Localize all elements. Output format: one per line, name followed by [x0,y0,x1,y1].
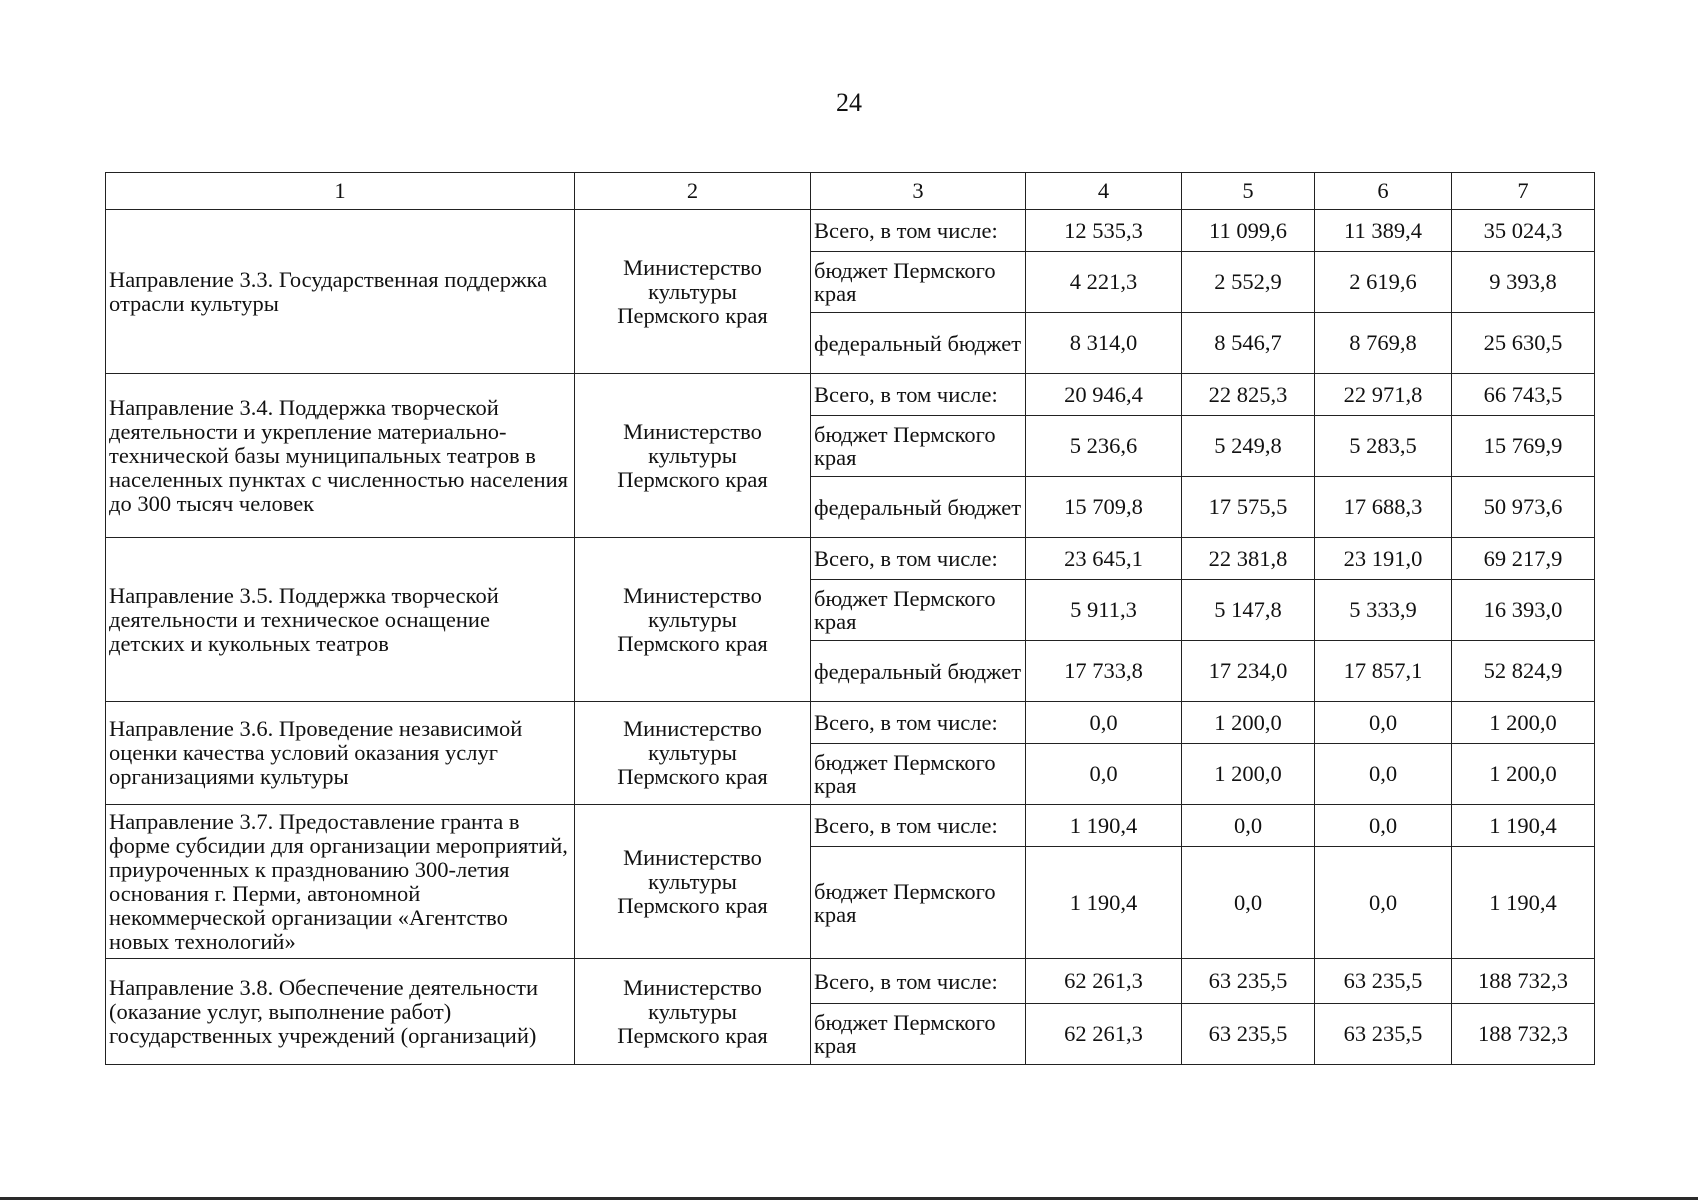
value-cell: 2 619,6 [1315,252,1452,313]
funding-source-cell: бюджет Пермского края [811,847,1026,959]
column-header: 7 [1452,173,1595,210]
value-cell: 23 191,0 [1315,538,1452,580]
organization-line: культуры [648,998,737,1024]
value-cell: 20 946,4 [1026,374,1182,416]
value-cell: 5 147,8 [1182,580,1315,641]
direction-cell: Направление 3.3. Государственная поддержка отрасли культуры [106,210,575,374]
value-cell: 5 911,3 [1026,580,1182,641]
funding-source-cell: Всего, в том числе: [811,374,1026,416]
value-cell: 188 732,3 [1452,959,1595,1004]
value-cell: 35 024,3 [1452,210,1595,252]
value-cell: 17 688,3 [1315,477,1452,538]
value-cell: 5 249,8 [1182,416,1315,477]
value-cell: 22 381,8 [1182,538,1315,580]
value-cell: 63 235,5 [1315,959,1452,1004]
value-cell: 5 236,6 [1026,416,1182,477]
column-header: 2 [575,173,811,210]
value-cell: 4 221,3 [1026,252,1182,313]
value-cell: 0,0 [1026,744,1182,805]
value-cell: 22 825,3 [1182,374,1315,416]
organization-cell [575,702,811,805]
value-cell: 188 732,3 [1452,1004,1595,1065]
funding-source-cell: бюджет Пермского края [811,744,1026,805]
funding-source-cell: бюджет Пермского края [811,252,1026,313]
organization-line: культуры [648,868,737,894]
organization-line: Пермского края [617,466,768,492]
organization-line: Пермского края [617,630,768,656]
value-cell: 0,0 [1026,702,1182,744]
value-cell: 0,0 [1182,805,1315,847]
header-row [106,173,1595,210]
table-row [106,702,1595,744]
organization-line: культуры [648,740,737,765]
funding-source-cell: федеральный бюджет [811,313,1026,374]
value-cell: 11 099,6 [1182,210,1315,252]
value-cell: 16 393,0 [1452,580,1595,641]
value-cell: 63 235,5 [1182,1004,1315,1065]
value-cell: 1 200,0 [1182,744,1315,805]
value-cell: 1 200,0 [1452,702,1595,744]
value-cell: 66 743,5 [1452,374,1595,416]
value-cell: 63 235,5 [1315,1004,1452,1065]
value-cell: 1 200,0 [1452,744,1595,805]
organization-cell [575,959,811,1065]
page-number: 24 [836,88,862,117]
value-cell: 23 645,1 [1026,538,1182,580]
column-header: 1 [106,173,575,210]
value-cell: 1 190,4 [1452,847,1595,959]
value-cell: 8 546,7 [1182,313,1315,374]
value-cell: 0,0 [1315,805,1452,847]
organization-line: Министерство [623,974,762,1000]
direction-cell: Направление 3.6. Проведение независимой оценки качества условий оказания услуг организациями культуры [106,702,575,805]
value-cell: 17 857,1 [1315,641,1452,702]
funding-source-cell: Всего, в том числе: [811,538,1026,580]
value-cell: 1 190,4 [1026,805,1182,847]
funding-source-cell: Всего, в том числе: [811,959,1026,1004]
organization-line: Пермского края [617,302,768,328]
value-cell: 50 973,6 [1452,477,1595,538]
column-header: 4 [1026,173,1182,210]
funding-source-cell: бюджет Пермского края [811,416,1026,477]
table-row [106,805,1595,847]
value-cell: 0,0 [1182,847,1315,959]
value-cell: 62 261,3 [1026,959,1182,1004]
column-header: 3 [811,173,1026,210]
organization-line: Пермского края [617,764,768,789]
funding-source-cell: Всего, в том числе: [811,702,1026,744]
value-cell: 8 769,8 [1315,313,1452,374]
organization-cell [575,538,811,702]
value-cell: 2 552,9 [1182,252,1315,313]
table-row [106,210,1595,252]
value-cell: 17 234,0 [1182,641,1315,702]
organization-line: культуры [648,442,737,468]
table-row [106,374,1595,416]
value-cell: 62 261,3 [1026,1004,1182,1065]
value-cell: 8 314,0 [1026,313,1182,374]
budget-table [105,172,1595,1065]
value-cell: 12 535,3 [1026,210,1182,252]
organization-line: Министерство [623,254,762,280]
value-cell: 63 235,5 [1182,959,1315,1004]
table-row [106,538,1595,580]
organization-line: Министерство [623,418,762,444]
funding-source-cell: Всего, в том числе: [811,805,1026,847]
value-cell: 0,0 [1315,744,1452,805]
value-cell: 17 575,5 [1182,477,1315,538]
funding-source-cell: Всего, в том числе: [811,210,1026,252]
organization-cell [575,210,811,374]
direction-cell: Направление 3.5. Поддержка творческой деятельности и техническое оснащение детских и кукольных театров [106,538,575,702]
column-header: 6 [1315,173,1452,210]
value-cell: 52 824,9 [1452,641,1595,702]
organization-line: Пермского края [617,1022,768,1048]
organization-cell [575,805,811,959]
value-cell: 15 769,9 [1452,416,1595,477]
funding-source-cell: бюджет Пермского края [811,1004,1026,1065]
organization-cell [575,374,811,538]
table-row [106,959,1595,1004]
direction-cell: Направление 3.4. Поддержка творческой деятельности и укрепление материально-технической базы муниципальных театров в населенных пунктах с численностью населения до 300 тысяч человек [106,374,575,538]
value-cell: 0,0 [1315,847,1452,959]
value-cell: 17 733,8 [1026,641,1182,702]
value-cell: 0,0 [1315,702,1452,744]
funding-source-cell: федеральный бюджет [811,477,1026,538]
value-cell: 1 190,4 [1452,805,1595,847]
value-cell: 15 709,8 [1026,477,1182,538]
value-cell: 1 190,4 [1026,847,1182,959]
organization-line: Министерство [623,844,762,870]
direction-cell: Направление 3.8. Обеспечение деятельности (оказание услуг, выполнение работ) государственных учреждений (организаций) [106,959,575,1065]
value-cell: 25 630,5 [1452,313,1595,374]
organization-line: культуры [648,606,737,632]
organization-line: Министерство [623,582,762,608]
value-cell: 69 217,9 [1452,538,1595,580]
column-header: 5 [1182,173,1315,210]
value-cell: 22 971,8 [1315,374,1452,416]
value-cell: 1 200,0 [1182,702,1315,744]
organization-line: культуры [648,278,737,304]
value-cell: 11 389,4 [1315,210,1452,252]
organization-line: Пермского края [617,892,768,918]
direction-cell: Направление 3.7. Предоставление гранта в форме субсидии для организации мероприятий, приуроченных к празднованию 300-летия основания г. Перми, автономной некоммерческой организации «Агентство новых технологий» [106,805,575,959]
funding-source-cell: федеральный бюджет [811,641,1026,702]
value-cell: 5 283,5 [1315,416,1452,477]
organization-line: Министерство [623,716,762,741]
value-cell: 5 333,9 [1315,580,1452,641]
value-cell: 9 393,8 [1452,252,1595,313]
funding-source-cell: бюджет Пермского края [811,580,1026,641]
